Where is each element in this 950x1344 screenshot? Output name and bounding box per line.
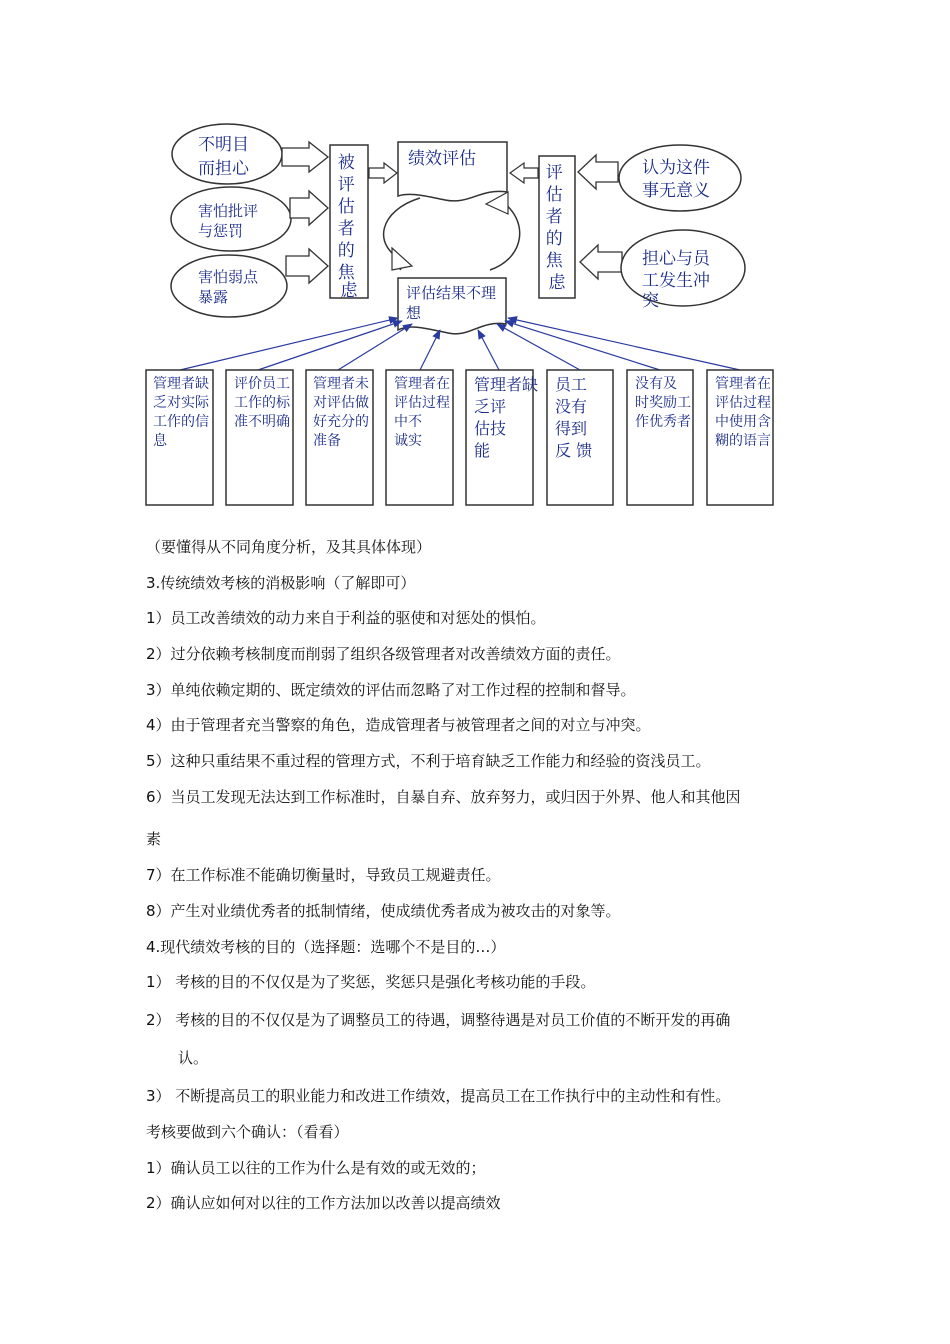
bottom-box-7	[627, 370, 695, 505]
section-4-item-2: 2） 考核的目的不仅仅是为了调整员工的待遇，调整待遇是对员工价值的不断开发的再确	[146, 1011, 731, 1029]
bottom-box-8-text: 管理者在 评估过程 中使用含 糊的语言	[715, 376, 771, 449]
bottom-box-1-text: 管理者缺 乏对实际 工作的信 息	[153, 376, 209, 449]
section-3-item-4: 4）由于管理者充当警察的角色，造成管理者与被管理者之间的对立与冲突。	[146, 716, 651, 734]
evaluator-anxiety-box	[539, 156, 575, 298]
cycle-arrow-right-head	[486, 192, 508, 214]
section-4-item-1: 1） 考核的目的不仅仅是为了奖惩，奖惩只是强化考核功能的手段。	[146, 973, 596, 991]
right-oval-2-text: 担心与员 工发生冲 突	[642, 249, 710, 311]
confirmation-item-2: 2）确认应如何对以往的工作方法加以改善以提高绩效	[146, 1194, 501, 1212]
bottom-box-4	[386, 370, 454, 505]
left-oval-2-line-1: 害怕批评	[198, 202, 259, 220]
section-4-item-2-cont: 认。	[178, 1049, 209, 1067]
block-arrow-to-center	[369, 163, 397, 183]
right-oval-2	[621, 230, 745, 311]
section-3-item-6: 6）当员工发现无法达到工作标准时，自暴自弃、放弃努力，或归因于外界、他人和其他因	[146, 788, 741, 806]
left-oval-3-line-1: 害怕弱点	[198, 268, 259, 286]
center-bottom-label: 评估结果不理 想	[406, 284, 497, 322]
section-4-heading: 4.现代绩效考核的目的（选择题：选哪个不是目的…）	[146, 938, 506, 956]
left-oval-3-line-2: 暴露	[198, 288, 229, 306]
left-oval-1-line-2: 而担心	[198, 159, 249, 179]
bottom-box-8	[707, 370, 775, 505]
section-3-item-2: 2）过分依赖考核制度而削弱了组织各级管理者对改善绩效方面的责任。	[146, 645, 621, 663]
left-oval-2-line-2: 与惩罚	[198, 222, 244, 240]
section-3-item-3: 3）单纯依赖定期的、既定绩效的评估而忽略了对工作过程的控制和督导。	[146, 681, 636, 699]
confirmation-item-1: 1）确认员工以往的工作为什么是有效的或无效的；	[146, 1159, 486, 1177]
fan-arrow-8	[508, 318, 740, 370]
evaluatee-anxiety-box	[330, 145, 368, 301]
block-arrow-left-1	[282, 142, 328, 172]
fan-arrow-5	[478, 330, 499, 370]
center-top-label: 绩效评估	[408, 149, 476, 169]
section-3-heading: 3.传统绩效考核的消极影响（了解即可）	[146, 574, 416, 592]
fan-arrow-7	[505, 321, 660, 370]
bottom-box-5	[466, 370, 543, 505]
bottom-box-6-text: 员工 没有 得到 反 馈	[555, 375, 593, 460]
right-oval-1	[619, 145, 741, 211]
section-3-item-6-cont: 素	[146, 830, 162, 848]
bottom-box-3-text: 管理者未 对评估做 好充分的 准备	[313, 376, 369, 449]
cycle-arrow-left-head	[392, 248, 412, 270]
center-bottom-document	[398, 278, 506, 334]
section-3-item-5: 5）这种只重结果不重过程的管理方式，不利于培育缺乏工作能力和经验的资浅员工。	[146, 752, 711, 770]
section-4-item-3: 3） 不断提高员工的职业能力和改进工作绩效，提高员工在工作执行中的主动性和有性。	[146, 1087, 731, 1105]
block-arrow-right-1	[578, 155, 618, 189]
left-oval-3	[171, 255, 287, 317]
left-oval-1	[172, 124, 282, 184]
bottom-box-3	[306, 370, 373, 505]
fan-arrow-1	[180, 318, 398, 370]
note-line: （要懂得从不同角度分析，及其具体体现）	[146, 538, 432, 556]
block-arrow-right-2	[580, 245, 622, 279]
fan-arrow-4	[420, 330, 440, 370]
left-oval-2	[171, 187, 291, 251]
bottom-box-2	[226, 370, 294, 505]
center-top-document	[398, 142, 507, 201]
evaluatee-anxiety-text: 被 评 估 者 的 焦 虑	[337, 153, 358, 301]
anxiety-diagram	[0, 0, 950, 520]
section-3-item-8: 8）产生对业绩优秀者的抵制情绪，使成绩优秀者成为被攻击的对象等。	[146, 902, 621, 920]
section-3-item-7: 7）在工作标准不能确切衡量时，导致员工规避责任。	[146, 866, 501, 884]
right-oval-1-text: 认为这件 事无意义	[642, 158, 710, 201]
bottom-box-5-text: 管理者缺 乏评 估技 能	[474, 375, 539, 460]
six-confirmations-heading: 考核要做到六个确认：（看看）	[146, 1123, 349, 1141]
fan-arrow-3	[338, 324, 412, 370]
fan-arrow-2	[258, 321, 402, 370]
bottom-box-1	[146, 370, 213, 505]
block-arrow-left-3	[286, 249, 328, 283]
evaluator-anxiety-text: 评 估 者 的 焦 虑	[545, 163, 566, 293]
block-arrow-from-evaluator	[510, 163, 538, 183]
bottom-box-2-text: 评价员工 工作的标 准不明确	[234, 376, 290, 430]
bottom-box-6	[547, 370, 613, 505]
block-arrow-left-2	[290, 191, 328, 225]
bottom-box-7-text: 没有及 时奖励工 作优秀者	[635, 376, 691, 430]
bottom-box-4-text: 管理者在 评估过程 中不 诚实	[394, 376, 450, 449]
left-oval-1-line-1: 不明目	[198, 135, 249, 155]
section-3-item-1: 1）员工改善绩效的动力来自于利益的驱使和对惩处的惧怕。	[146, 609, 546, 627]
